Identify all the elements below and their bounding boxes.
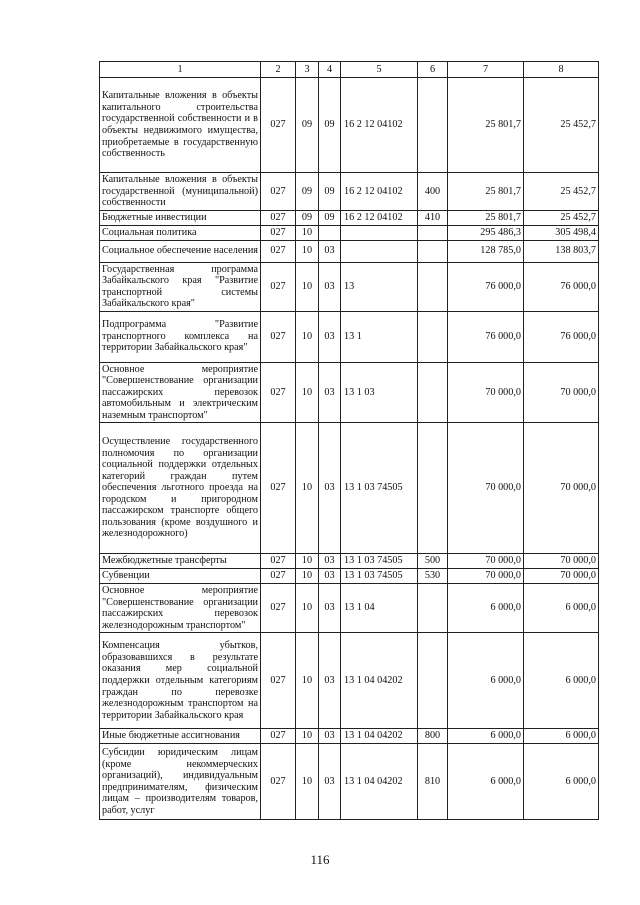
row-article-cell xyxy=(341,225,418,240)
row-amount-year2-cell: 25 452,7 xyxy=(524,210,599,225)
row-amount-year1-cell: 76 000,0 xyxy=(448,262,524,311)
row-code-cell: 027 xyxy=(261,173,296,211)
row-section-cell: 10 xyxy=(296,262,319,311)
row-section-cell: 10 xyxy=(296,423,319,554)
row-code-cell: 027 xyxy=(261,423,296,554)
table-row xyxy=(100,362,599,423)
row-amount-year1-cell: 70 000,0 xyxy=(448,554,524,569)
row-section-cell: 10 xyxy=(296,633,319,729)
row-expense-type-cell: 530 xyxy=(418,569,448,584)
row-name-cell: Бюджетные инвестиции xyxy=(100,210,261,225)
row-amount-year2-cell: 6 000,0 xyxy=(524,729,599,744)
table-row xyxy=(100,554,599,569)
row-name-cell: Иные бюджетные ассигнования xyxy=(100,729,261,744)
row-amount-year1-cell: 70 000,0 xyxy=(448,423,524,554)
row-amount-year2-cell: 25 452,7 xyxy=(524,78,599,173)
row-expense-type-cell xyxy=(418,633,448,729)
row-name-cell: Социальное обеспечение населения xyxy=(100,240,261,262)
row-section-cell: 10 xyxy=(296,554,319,569)
row-name-cell: Капитальные вложения в объекты государственной (муниципальной) собственности xyxy=(100,173,261,211)
row-article-cell xyxy=(341,240,418,262)
row-amount-year1-cell: 25 801,7 xyxy=(448,78,524,173)
row-name-cell: Субвенции xyxy=(100,569,261,584)
row-article-cell: 13 1 04 04202 xyxy=(341,729,418,744)
table-row xyxy=(100,633,599,729)
row-code-cell: 027 xyxy=(261,362,296,423)
row-subsection-cell: 03 xyxy=(319,744,341,820)
table-row xyxy=(100,240,599,262)
row-expense-type-cell xyxy=(418,584,448,633)
row-section-cell: 10 xyxy=(296,744,319,820)
row-subsection-cell: 03 xyxy=(319,423,341,554)
row-expense-type-cell xyxy=(418,362,448,423)
row-amount-year1-cell: 6 000,0 xyxy=(448,633,524,729)
row-subsection-cell: 09 xyxy=(319,210,341,225)
row-amount-year1-cell: 25 801,7 xyxy=(448,210,524,225)
row-expense-type-cell xyxy=(418,262,448,311)
row-subsection-cell: 03 xyxy=(319,633,341,729)
row-name-cell: Компенсация убытков, образовавшихся в результате оказания мер социальной поддержки отдельным категориям граждан по перевозке железнодорожным транспортом на территории Забайкальского края xyxy=(100,633,261,729)
row-name-cell: Социальная политика xyxy=(100,225,261,240)
row-amount-year2-cell: 6 000,0 xyxy=(524,744,599,820)
row-amount-year2-cell: 6 000,0 xyxy=(524,633,599,729)
row-article-cell: 13 1 03 xyxy=(341,362,418,423)
row-code-cell: 027 xyxy=(261,311,296,362)
row-code-cell: 027 xyxy=(261,210,296,225)
row-expense-type-cell xyxy=(418,423,448,554)
row-subsection-cell xyxy=(319,225,341,240)
row-amount-year1-cell: 6 000,0 xyxy=(448,584,524,633)
row-section-cell: 09 xyxy=(296,78,319,173)
row-amount-year1-cell: 70 000,0 xyxy=(448,362,524,423)
row-expense-type-cell: 800 xyxy=(418,729,448,744)
row-section-cell: 09 xyxy=(296,210,319,225)
row-code-cell: 027 xyxy=(261,569,296,584)
table-header-row xyxy=(100,62,599,78)
header-cell: 1 xyxy=(100,62,261,78)
row-article-cell: 13 1 xyxy=(341,311,418,362)
row-expense-type-cell xyxy=(418,311,448,362)
row-code-cell: 027 xyxy=(261,554,296,569)
row-subsection-cell: 09 xyxy=(319,78,341,173)
row-amount-year1-cell: 128 785,0 xyxy=(448,240,524,262)
row-amount-year2-cell: 138 803,7 xyxy=(524,240,599,262)
row-expense-type-cell: 400 xyxy=(418,173,448,211)
row-name-cell: Государственная программа Забайкальского края "Развитие транспортной системы Забайкальского края" xyxy=(100,262,261,311)
row-amount-year2-cell: 305 498,4 xyxy=(524,225,599,240)
row-subsection-cell: 03 xyxy=(319,729,341,744)
row-section-cell: 10 xyxy=(296,240,319,262)
row-amount-year1-cell: 6 000,0 xyxy=(448,729,524,744)
row-amount-year2-cell: 6 000,0 xyxy=(524,584,599,633)
row-expense-type-cell xyxy=(418,225,448,240)
row-expense-type-cell: 410 xyxy=(418,210,448,225)
row-subsection-cell: 09 xyxy=(319,173,341,211)
row-code-cell: 027 xyxy=(261,633,296,729)
row-code-cell: 027 xyxy=(261,744,296,820)
row-subsection-cell: 03 xyxy=(319,362,341,423)
row-code-cell: 027 xyxy=(261,729,296,744)
row-article-cell: 13 1 04 04202 xyxy=(341,633,418,729)
row-article-cell: 13 1 04 xyxy=(341,584,418,633)
table-row xyxy=(100,173,599,211)
table-row xyxy=(100,744,599,820)
row-code-cell: 027 xyxy=(261,225,296,240)
row-amount-year1-cell: 6 000,0 xyxy=(448,744,524,820)
row-code-cell: 027 xyxy=(261,240,296,262)
row-section-cell: 09 xyxy=(296,173,319,211)
row-article-cell: 13 1 03 74505 xyxy=(341,423,418,554)
table-row xyxy=(100,78,599,173)
table-row xyxy=(100,225,599,240)
table-row xyxy=(100,729,599,744)
row-code-cell: 027 xyxy=(261,78,296,173)
budget-table xyxy=(99,61,599,820)
row-amount-year2-cell: 25 452,7 xyxy=(524,173,599,211)
row-name-cell: Субсидии юридическим лицам (кроме некоммерческих организаций), индивидуальным предпринимателям, физическим лицам – производителям товаров, работ, услуг xyxy=(100,744,261,820)
row-amount-year2-cell: 70 000,0 xyxy=(524,554,599,569)
row-name-cell: Основное мероприятие "Совершенствование организации пассажирских перевозок автомобильным и электрическим наземным транспортом" xyxy=(100,362,261,423)
row-subsection-cell: 03 xyxy=(319,554,341,569)
table-body xyxy=(100,62,599,820)
row-amount-year2-cell: 76 000,0 xyxy=(524,262,599,311)
row-subsection-cell: 03 xyxy=(319,569,341,584)
row-section-cell: 10 xyxy=(296,569,319,584)
row-section-cell: 10 xyxy=(296,584,319,633)
row-article-cell: 13 1 03 74505 xyxy=(341,569,418,584)
row-article-cell: 16 2 12 04102 xyxy=(341,78,418,173)
header-cell: 2 xyxy=(261,62,296,78)
row-name-cell: Осуществление государственного полномочия по организации социальной поддержки отдельных категорий граждан путем обеспечения льготного проезда на городском и пригородном пассажирском транспорте общего пользования (кроме воздушного и железнодорожного) xyxy=(100,423,261,554)
table-row xyxy=(100,569,599,584)
row-expense-type-cell xyxy=(418,78,448,173)
row-article-cell: 16 2 12 04102 xyxy=(341,173,418,211)
row-article-cell: 13 1 04 04202 xyxy=(341,744,418,820)
row-section-cell: 10 xyxy=(296,362,319,423)
row-name-cell: Подпрограмма "Развитие транспортного комплекса на территории Забайкальского края" xyxy=(100,311,261,362)
row-amount-year2-cell: 70 000,0 xyxy=(524,423,599,554)
header-cell: 3 xyxy=(296,62,319,78)
row-subsection-cell: 03 xyxy=(319,311,341,362)
row-name-cell: Капитальные вложения в объекты капитального строительства государственной собственности и в объекты недвижимого имущества, приобретаемые в государственную собственность xyxy=(100,78,261,173)
row-article-cell: 13 xyxy=(341,262,418,311)
table-row xyxy=(100,311,599,362)
row-section-cell: 10 xyxy=(296,311,319,362)
row-amount-year2-cell: 76 000,0 xyxy=(524,311,599,362)
row-amount-year2-cell: 70 000,0 xyxy=(524,362,599,423)
row-name-cell: Межбюджетные трансферты xyxy=(100,554,261,569)
row-section-cell: 10 xyxy=(296,729,319,744)
row-expense-type-cell: 500 xyxy=(418,554,448,569)
row-article-cell: 13 1 03 74505 xyxy=(341,554,418,569)
table-row xyxy=(100,210,599,225)
table-row xyxy=(100,262,599,311)
page-number: 116 xyxy=(310,852,330,867)
row-expense-type-cell xyxy=(418,240,448,262)
row-amount-year1-cell: 76 000,0 xyxy=(448,311,524,362)
row-subsection-cell: 03 xyxy=(319,584,341,633)
header-cell: 4 xyxy=(319,62,341,78)
table-row xyxy=(100,584,599,633)
row-amount-year1-cell: 70 000,0 xyxy=(448,569,524,584)
header-cell: 6 xyxy=(418,62,448,78)
row-amount-year1-cell: 295 486,3 xyxy=(448,225,524,240)
row-code-cell: 027 xyxy=(261,584,296,633)
table-row xyxy=(100,423,599,554)
row-article-cell: 16 2 12 04102 xyxy=(341,210,418,225)
row-section-cell: 10 xyxy=(296,225,319,240)
row-amount-year1-cell: 25 801,7 xyxy=(448,173,524,211)
header-cell: 8 xyxy=(524,62,599,78)
row-expense-type-cell: 810 xyxy=(418,744,448,820)
row-code-cell: 027 xyxy=(261,262,296,311)
row-name-cell: Основное мероприятие "Совершенствование организации пассажирских перевозок железнодорожным транспортом" xyxy=(100,584,261,633)
header-cell: 5 xyxy=(341,62,418,78)
header-cell: 7 xyxy=(448,62,524,78)
row-subsection-cell: 03 xyxy=(319,240,341,262)
row-amount-year2-cell: 70 000,0 xyxy=(524,569,599,584)
row-subsection-cell: 03 xyxy=(319,262,341,311)
